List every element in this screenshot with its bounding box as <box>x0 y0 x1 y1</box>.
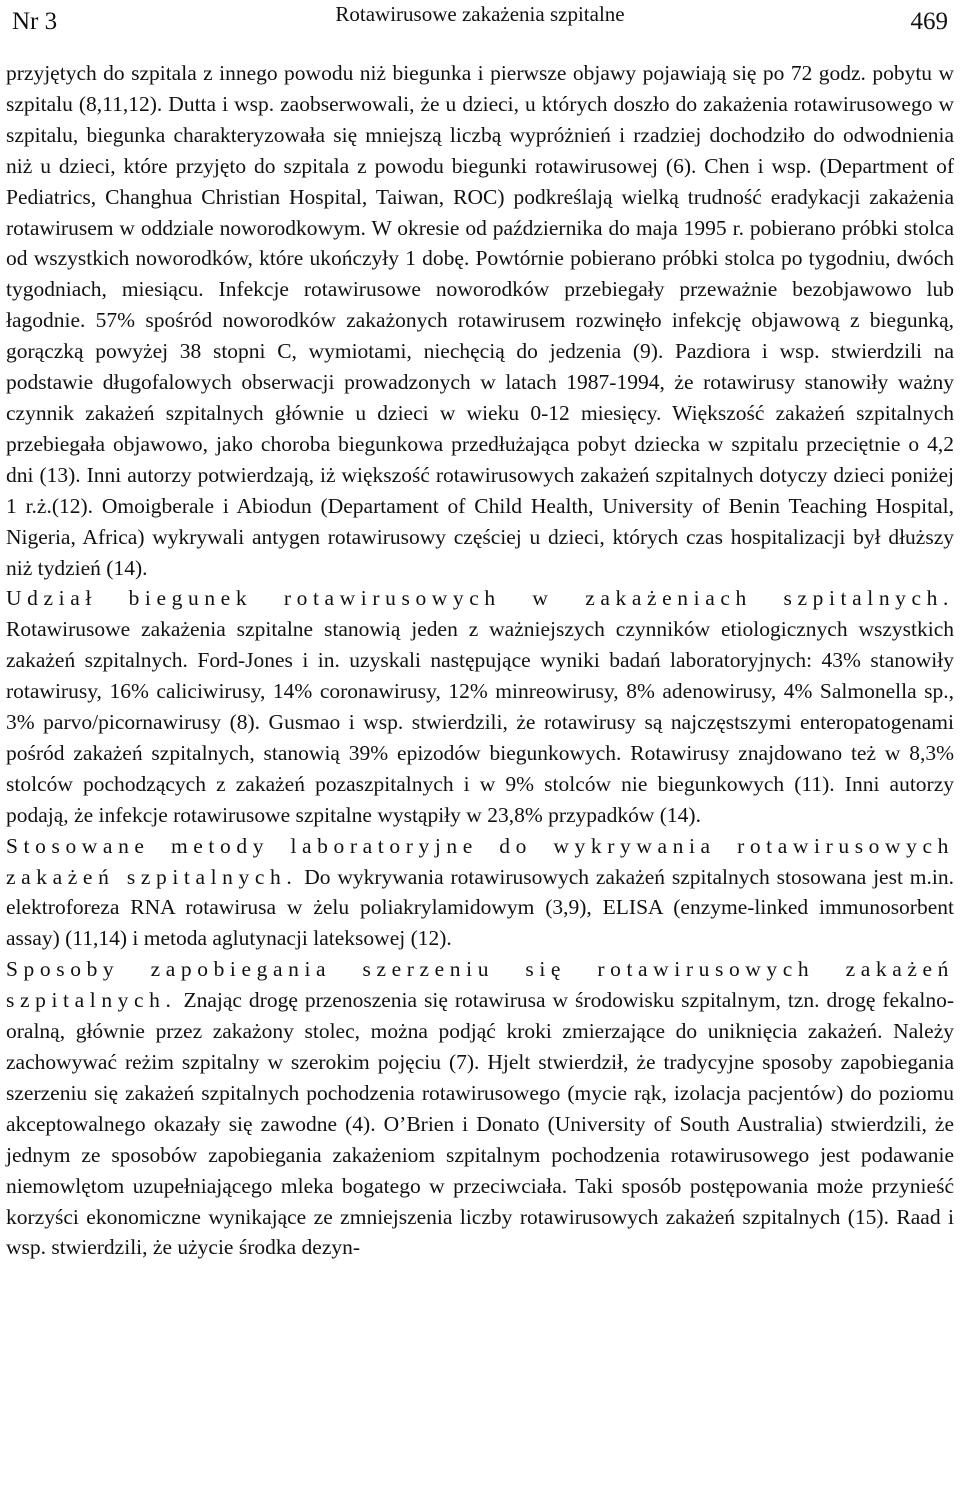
paragraph-intro-continuation <box>6 58 954 583</box>
paragraph-text: przyjętych do szpitala z innego powodu niż biegunka i pierwsze objawy pojawiają się po 72 godz. pobytu w szpitalu (8,11,12). Dutta i wsp. zaobserwowali, że u dzieci, u których doszło do zakażenia rotawirusowego w szpitalu, biegunka charakteryzowała się mniejszą liczbą wypróżnień i rzadziej dochodziło do odwodnienia niż u dzieci, które przyjęto do szpitala z powodu biegunki rotawirusowej (6). Chen i wsp. (Department of Pediatrics, Changhua Christian Hospital, Taiwan, ROC) podkreślają wielką trudność eradykacji zakażenia rotawirusem w oddziale noworodkowym. W okresie od października do maja 1995 r. pobierano próbki stolca od wszystkich noworodków, które ukończyły 1 dobę. Powtórnie pobierano próbki stolca po tygodniu, dwóch tygodniach, miesiącu. Infekcje rotawirusowe noworodków przebiegały przeważnie bezobjawowo lub łagodnie. 57% spośród noworodków zakażonych rotawirusem rozwinęło infekcję objawową z biegunką, gorączką powyżej 38 stopni C, wymiotami, niechęcią do jedzenia (9). Pazdiora i wsp. stwierdzili na podstawie długofalowych obserwacji prowadzonych w latach 1987-1994, że rotawirusy stanowiły ważny czynnik zakażeń szpitalnych głównie u dzieci w wieku 0-12 miesięcy. Większość zakażeń szpitalnych przebiegała objawowo, jako choroba biegunkowa przedłużająca pobyt dziecka w szpitalu przeciętnie o 4,2 dni (13). Inni autorzy potwierdzają, iż większość rotawirusowych zakażeń szpitalnych dotyczy dzieci poniżej 1 r.ż.(12). Omoigberale i Abiodun (Departament of Child Health, University of Benin Teaching Hospital, Nigeria, Africa) wykrywali antygen rotawirusowy częściej u dzieci, których czas hospitalizacji był dłuższy niż tydzień (14). <box>6 61 954 580</box>
section-heading: Stosowane metody laboratoryjne do wykrywania rotawirusowych zakażeń szpitalnych. <box>6 833 954 889</box>
paragraph-text: Do wykrywania rotawirusowych zakażeń szpitalnych stosowana jest m.in. elektroforeza RNA rotawirusa w żelu poliakrylamidowym (3,9), ELISA (enzyme-linked immunosorbent assay) (11,14) i metoda aglutynacji lateksowej (12). <box>6 864 954 951</box>
paragraph-prevention-methods <box>6 954 954 1263</box>
running-title: Rotawirusowe zakażenia szpitalne <box>335 2 625 26</box>
page-header <box>6 0 954 58</box>
article-body <box>6 58 954 1263</box>
paragraph-share-of-rotavirus-diarrhea <box>6 583 954 830</box>
journal-issue-number: Nr 3 <box>12 8 58 35</box>
page-number: 469 <box>910 8 948 35</box>
section-heading: Sposoby zapobiegania szerzeniu się rotawirusowych zakażeń szpitalnych. <box>6 957 954 1013</box>
section-heading: Udział biegunek rotawirusowych w zakażeniach szpitalnych. <box>6 586 954 611</box>
paragraph-text: Rotawirusowe zakażenia szpitalne stanowią jeden z ważniejszych czynników etiologicznych wszystkich zakażeń szpitalnych. Ford-Jones i in. uzyskali następujące wyniki badań laboratoryjnych: 43% stanowiły rotawirusy, 16% caliciwirusy, 14% coronawirusy, 12% minreowirusy, 8% adenowirusy, 4% Salmonella sp., 3% parvo/picornawirusy (8). Gusmao i wsp. stwierdzili, że rotawirusy są najczęstszymi enteropatogenami pośród zakażeń szpitalnych, stanowią 39% epizodów biegunkowych. Rotawirusy znajdowano też w 8,3% stolców pochodzących z zakażeń pozaszpitalnych i w 9% stolców nie biegunkowych (11). Inni autorzy podają, że infekcje rotawirusowe szpitalne wystąpiły w 23,8% przypadków (14). <box>6 617 954 827</box>
paragraph-laboratory-methods <box>6 831 954 955</box>
paragraph-text: Znając drogę przenoszenia się rotawirusa w środowisku szpitalnym, tzn. drogę fekalno-oralną, głównie przez zakażony stolec, można podjąć kroki zmierzające do uniknięcia zakażeń. Należy zachowywać reżim szpitalny w szerokim pojęciu (7). Hjelt stwierdził, że tradycyjne sposoby zapobiegania szerzeniu się zakażeń szpitalnych pochodzenia rotawirusowego (mycie rąk, izolacja pacjentów) do poziomu akceptowalnego okazały się zawodne (4). O’Brien i Donato (University of South Australia) stwierdzili, że jednym ze sposobów zapobiegania zakażeniom szpitalnym pochodzenia rotawirusowego jest podawanie niemowlętom uzupełniającego mleka bogatego w przeciwciała. Taki sposób postępowania może przynieść korzyści ekonomiczne wynikające ze zmniejszenia liczby rotawirusowych zakażeń szpitalnych (15). Raad i wsp. stwierdzili, że użycie środka dezyn- <box>6 988 954 1260</box>
